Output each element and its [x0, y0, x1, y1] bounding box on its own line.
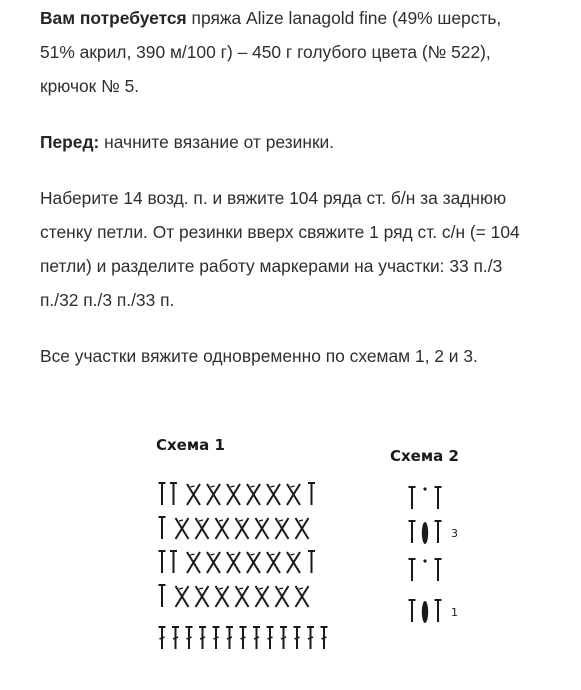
double-crochet-symbol [226, 627, 233, 649]
front-label: Перед: [40, 132, 100, 152]
single-crochet-symbol [409, 600, 416, 622]
chain-dot-symbol [423, 559, 426, 562]
double-crochet-symbol [159, 627, 166, 649]
cross-stitch-symbol [207, 484, 220, 505]
double-crochet-symbol [240, 627, 247, 649]
cross-stitch-symbol [287, 484, 300, 505]
single-crochet-symbol [435, 521, 442, 543]
cross-stitch-symbol [227, 484, 240, 505]
cross-stitch-symbol [187, 484, 200, 505]
chain-dot-symbol [423, 487, 426, 490]
cross-stitch-symbol [176, 518, 189, 539]
cross-stitch-symbol [267, 552, 280, 573]
single-crochet-symbol [308, 551, 315, 573]
single-crochet-symbol [435, 487, 442, 509]
scheme-1-symbols [159, 483, 328, 649]
double-crochet-symbol [280, 627, 287, 649]
cross-stitch-symbol [187, 552, 200, 573]
schemes-text: Все участки вяжите одновременно по схемам 1, 2 и 3. [40, 346, 478, 366]
scheme-2-title: Схема 2 [390, 447, 459, 465]
cross-stitch-symbol [276, 586, 289, 607]
double-crochet-symbol [267, 627, 274, 649]
double-crochet-symbol [321, 627, 328, 649]
materials-text: пряжа Alize lanagold fine (49% шерсть, 51% акрил, 390 м/100 г) – 450 г голубого цвета (№ 522), крючок № 5. [40, 8, 502, 96]
cross-stitch-symbol [267, 484, 280, 505]
cross-stitch-symbol [196, 586, 209, 607]
puff-stitch-symbol [422, 601, 428, 623]
cross-stitch-symbol [216, 518, 229, 539]
single-crochet-symbol [409, 521, 416, 543]
scheme-2-symbols [409, 487, 459, 623]
double-crochet-symbol [172, 627, 179, 649]
single-crochet-symbol [409, 487, 416, 509]
single-crochet-symbol [159, 551, 166, 573]
single-crochet-symbol [159, 585, 166, 607]
cross-stitch-symbol [256, 586, 269, 607]
single-crochet-symbol [308, 483, 315, 505]
cross-stitch-symbol [296, 518, 309, 539]
single-crochet-symbol [435, 600, 442, 622]
double-crochet-symbol [213, 627, 220, 649]
double-crochet-symbol [307, 627, 314, 649]
scheme-1-title: Схема 1 [156, 436, 225, 454]
single-crochet-symbol [409, 559, 416, 581]
cross-stitch-symbol [287, 552, 300, 573]
double-crochet-symbol [294, 627, 301, 649]
front-text: начните вязание от резинки. [99, 132, 335, 152]
cross-stitch-symbol [276, 518, 289, 539]
cross-stitch-symbol [207, 552, 220, 573]
cross-stitch-symbol [296, 586, 309, 607]
cross-stitch-symbol [247, 484, 260, 505]
scheme-2-row-number: 3 [451, 527, 458, 540]
cross-stitch-symbol [256, 518, 269, 539]
instructions-text: Наберите 14 возд. п. и вяжите 104 ряда ст. б/н за заднюю стенку петли. От резинки вверх свяжите 1 ряд ст. с/н (= 104 петли) и разделите работу маркерами на участки: 33 п./3 п./32 п./3 п./33 п. [40, 188, 520, 310]
cross-stitch-symbol [236, 518, 249, 539]
double-crochet-symbol [199, 627, 206, 649]
scheme-2-row-number: 1 [451, 606, 458, 619]
cross-stitch-symbol [236, 586, 249, 607]
cross-stitch-symbol [227, 552, 240, 573]
double-crochet-symbol [186, 627, 193, 649]
materials-label: Вам потребуется [40, 8, 187, 28]
cross-stitch-symbol [196, 518, 209, 539]
double-crochet-symbol [253, 627, 260, 649]
single-crochet-symbol [435, 559, 442, 581]
cross-stitch-symbol [247, 552, 260, 573]
puff-stitch-symbol [422, 522, 428, 544]
cross-stitch-symbol [176, 586, 189, 607]
single-crochet-symbol [159, 517, 166, 539]
single-crochet-symbol [159, 483, 166, 505]
single-crochet-symbol [170, 551, 177, 573]
cross-stitch-symbol [216, 586, 229, 607]
single-crochet-symbol [170, 483, 177, 505]
